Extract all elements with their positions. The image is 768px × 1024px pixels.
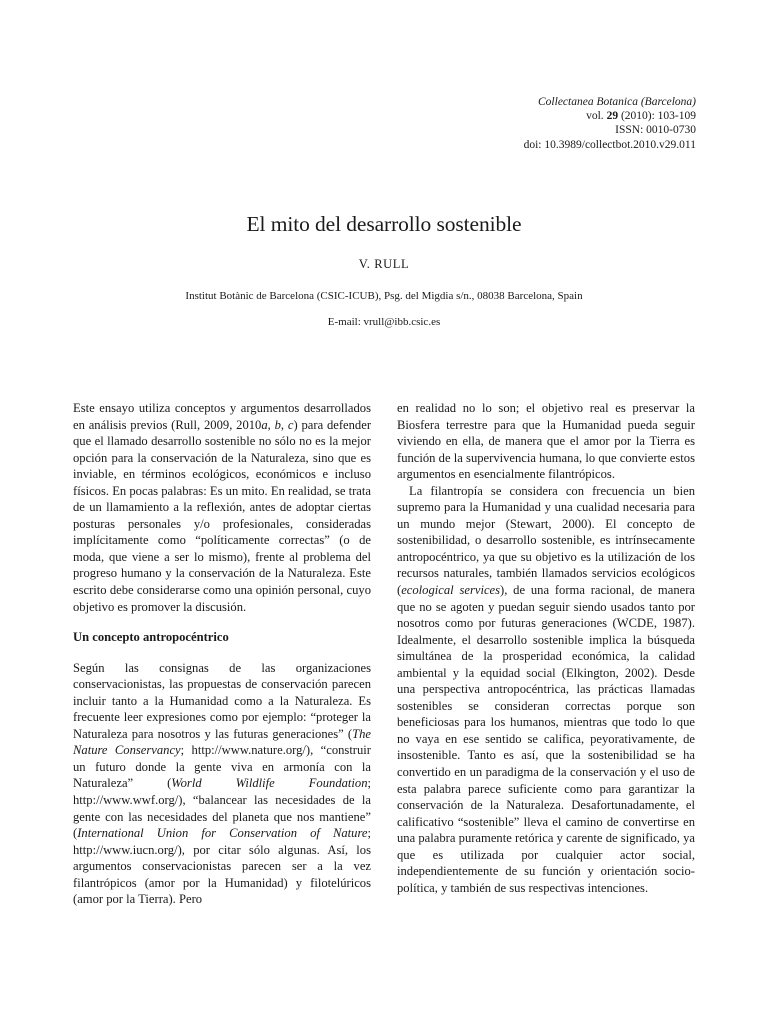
p1-text-a: Este ensayo utiliza conceptos y argumentos desarrollados en análisis previos (Rull, 2009, 2010: [73, 401, 371, 432]
section-heading: Un concepto antropocéntrico: [73, 630, 229, 645]
p1-text-b: ) para defender que el llamado desarrollo sostenible no sólo no es la mejor opción para la conservación de la Naturaleza, sino que es inviable, en términos ecológicos, económicos e incluso físicos. En pocas palabras: Es un mito. En realidad, se trata de un llamamiento a la reflexión, antes de adoptar ciertas posturas personales y/o profesionales, consideradas implícitamente como “políticamente correctas” (o de moda, que viene a ser lo mismo), frente al problema del progreso humano y la conservación de la Naturaleza. Este escrito debe considerarse como una opinión personal, cuyo objetivo es promover la discusión.: [73, 417, 372, 614]
p2-text-a: Según las consignas de las organizaciones conservacionistas, las propuestas de conservación parecen incluir tanto a la Humanidad como a la Naturaleza. Es frecuente leer expresiones como por ejemplo: “proteger la Naturaleza para nosotros y las futuras generaciones” (: [73, 660, 371, 741]
p1-italic-a: a: [261, 417, 268, 432]
abstract-paragraph: [73, 400, 371, 615]
article-author: V. RULL: [358, 257, 410, 271]
journal-volume: [524, 109, 696, 123]
p2-italic-2: World Wildlife Foundation: [171, 776, 368, 791]
section-paragraph-continued: en realidad no lo son; el objetivo real es preservar la Biosfera terrestre para que la Humanidad pueda seguir viviendo en ella, de manera que el amor por la Tierra es función de la supervivencia humana, lo que convierte estos argumentos en esencialmente filantrópicos.: [397, 401, 695, 482]
p2-text-b: ; http://www.nature.org/), “construir un futuro donde la gente viva en armonía con la Naturaleza” (: [73, 743, 371, 791]
p4-italic-1: ecological services: [401, 583, 501, 598]
left-column: [73, 400, 371, 908]
volume-prefix: vol.: [586, 110, 607, 123]
volume-number: 29: [606, 110, 619, 123]
p2-italic-1: The Nature Conservancy: [73, 726, 371, 758]
p1-italic-b: b: [274, 417, 281, 432]
author-email: E-mail: vrull@ibb.csic.es: [327, 316, 441, 328]
p4-text-a: La filantropía se considera con frecuencia un bien supremo para la Humanidad y una cualidad necesaria para un mundo mejor (Stewart, 2000). El concepto de sostenibilidad, o desarrollo sostenible, es intrínsecamente antropocéntrico, ya que su objetivo es la utilización de los recursos naturales, también llamados servicios ecológicos (: [397, 483, 695, 598]
p1-sep-2: ,: [280, 417, 288, 432]
author-affiliation: Institut Botànic de Barcelona (CSIC-ICUB), Psg. del Migdia s/n., 08038 Barcelona, Spain: [185, 290, 583, 302]
p2-text-c: ; http://www.wwf.org/), “balancear las necesidades de la gente con las necesidades del planeta que nos mantiene” (: [73, 776, 372, 841]
p1-sep-1: ,: [267, 417, 275, 432]
p2-italic-3: International Union for Conservation of Nature: [77, 826, 368, 841]
journal-doi: doi: 10.3989/collectbot.2010.v29.011: [523, 138, 696, 151]
section-paragraph-2: [397, 483, 695, 897]
section-paragraph-1: [73, 660, 371, 908]
volume-suffix: (2010): 103-109: [618, 110, 696, 123]
journal-issn: ISSN: 0010-0730: [615, 124, 696, 137]
p4-text-b: ), de una forma racional, de manera que no se agoten y puedan seguir siendo usados tanto por nosotros como por futuras generaciones (WCDE, 1987). Idealmente, el desarrollo sostenible implica la búsqueda simultánea de la prosperidad económica, la calidad ambiental y la equidad social (Elkington, 2002). Desde una perspectiva antropocéntrica, las prácticas llamadas sostenibles se consideran correctas porque son beneficiosas para los humanos, mientras que todo lo que no vaya en ese sentido se califica, peyorativamente, de insostenible. Tanto es así, que la sostenibilidad se ha convertido en un paradigma de la conservación y el uso de esta palabra parece suficiente como para garantizar la conservación de la Naturaleza. Desafortunadamente, el calificativo “sostenible” lleva el camino de convertirse en una palabra puramente retórica y carente de significado, ya que es utilizada por cualquier actor social, independientemente de su función y orientación socio-política, y también de sus respectivas intenciones.: [397, 583, 695, 895]
p2-text-d: ; http://www.iucn.org/), por citar sólo algunas. Así, los argumentos conservacionistas parecen ser a la vez filantrópicos (amor por la Humanidad) y filotelúricos (amor por la Tierra). Pero: [73, 826, 371, 907]
journal-name: Collectanea Botanica (Barcelona): [538, 96, 696, 108]
right-column: [397, 400, 695, 896]
article-title: El mito del desarrollo sostenible: [246, 212, 522, 236]
journal-info: [524, 95, 696, 152]
p1-italic-c: c: [287, 417, 294, 432]
